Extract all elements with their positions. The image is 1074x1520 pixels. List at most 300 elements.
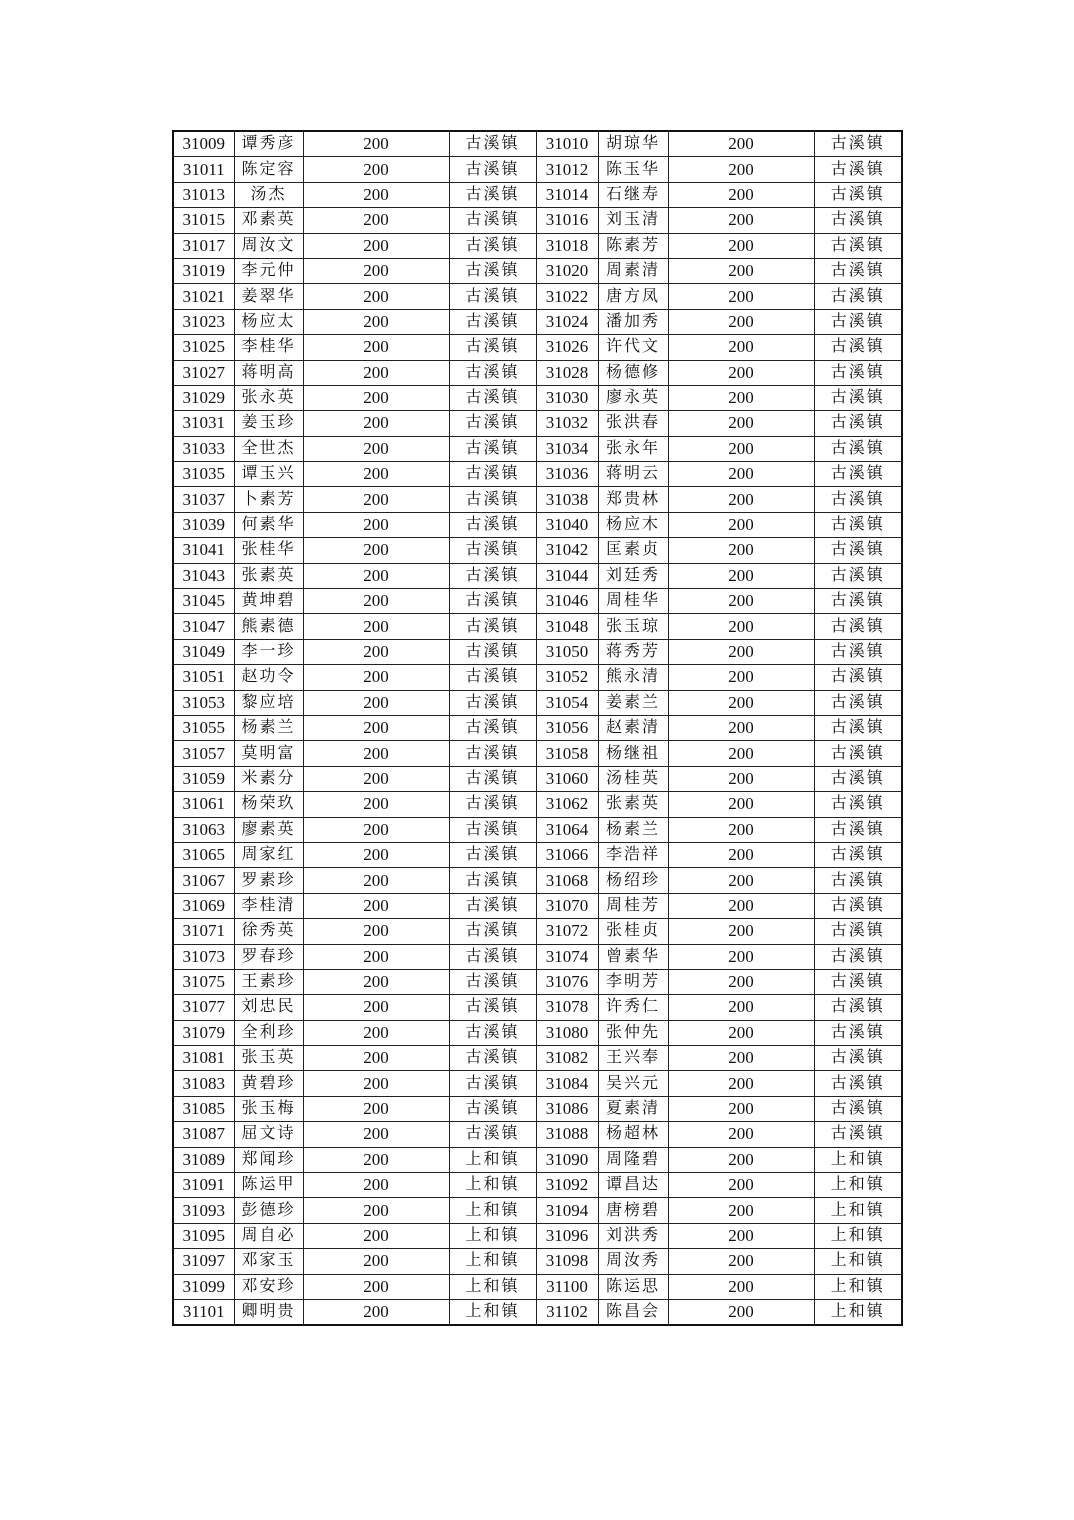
id-cell: 31026 <box>536 335 598 360</box>
name-cell: 杨荣玖 <box>234 792 303 817</box>
amount-cell: 200 <box>303 639 449 664</box>
name-cell: 张永英 <box>234 385 303 410</box>
table-row <box>173 563 902 588</box>
table-row <box>173 741 902 766</box>
town-cell: 古溪镇 <box>814 436 902 461</box>
amount-cell: 200 <box>303 1096 449 1121</box>
name-cell: 刘忠民 <box>234 995 303 1020</box>
id-cell: 31081 <box>173 1046 234 1071</box>
table-body <box>173 131 902 1325</box>
amount-cell: 200 <box>668 893 814 918</box>
town-cell: 古溪镇 <box>449 817 536 842</box>
town-cell: 古溪镇 <box>814 690 902 715</box>
town-cell: 古溪镇 <box>449 741 536 766</box>
name-cell: 李明芳 <box>598 969 668 994</box>
name-cell: 王兴奉 <box>598 1046 668 1071</box>
id-cell: 31048 <box>536 614 598 639</box>
id-cell: 31042 <box>536 538 598 563</box>
name-cell: 陈定容 <box>234 157 303 182</box>
name-cell: 邓家玉 <box>234 1249 303 1274</box>
name-cell: 张桂贞 <box>598 919 668 944</box>
town-cell: 古溪镇 <box>449 1096 536 1121</box>
id-cell: 31033 <box>173 436 234 461</box>
table-row <box>173 487 902 512</box>
town-cell: 古溪镇 <box>449 766 536 791</box>
amount-cell: 200 <box>303 944 449 969</box>
town-cell: 古溪镇 <box>814 512 902 537</box>
table-row <box>173 436 902 461</box>
town-cell: 上和镇 <box>449 1249 536 1274</box>
name-cell: 吴兴元 <box>598 1071 668 1096</box>
id-cell: 31082 <box>536 1046 598 1071</box>
amount-cell: 200 <box>303 665 449 690</box>
town-cell: 古溪镇 <box>449 131 536 157</box>
amount-cell: 200 <box>303 817 449 842</box>
name-cell: 黄碧珍 <box>234 1071 303 1096</box>
name-cell: 赵素清 <box>598 715 668 740</box>
name-cell: 黄坤碧 <box>234 589 303 614</box>
name-cell: 李浩祥 <box>598 842 668 867</box>
id-cell: 31092 <box>536 1173 598 1198</box>
table-row <box>173 817 902 842</box>
town-cell: 古溪镇 <box>449 639 536 664</box>
name-cell: 张玉英 <box>234 1046 303 1071</box>
id-cell: 31075 <box>173 969 234 994</box>
name-cell: 蒋明云 <box>598 462 668 487</box>
amount-cell: 200 <box>303 487 449 512</box>
id-cell: 31059 <box>173 766 234 791</box>
town-cell: 上和镇 <box>449 1223 536 1248</box>
amount-cell: 200 <box>668 969 814 994</box>
id-cell: 31034 <box>536 436 598 461</box>
town-cell: 古溪镇 <box>449 233 536 258</box>
town-cell: 古溪镇 <box>814 1122 902 1147</box>
name-cell: 谭昌达 <box>598 1173 668 1198</box>
amount-cell: 200 <box>668 614 814 639</box>
id-cell: 31068 <box>536 868 598 893</box>
id-cell: 31018 <box>536 233 598 258</box>
amount-cell: 200 <box>668 766 814 791</box>
amount-cell: 200 <box>668 360 814 385</box>
id-cell: 31097 <box>173 1249 234 1274</box>
amount-cell: 200 <box>303 1198 449 1223</box>
name-cell: 潘加秀 <box>598 309 668 334</box>
table-row <box>173 360 902 385</box>
amount-cell: 200 <box>668 589 814 614</box>
amount-cell: 200 <box>303 589 449 614</box>
id-cell: 31089 <box>173 1147 234 1172</box>
town-cell: 古溪镇 <box>449 436 536 461</box>
town-cell: 古溪镇 <box>814 538 902 563</box>
id-cell: 31022 <box>536 284 598 309</box>
town-cell: 古溪镇 <box>449 614 536 639</box>
town-cell: 古溪镇 <box>814 208 902 233</box>
id-cell: 31046 <box>536 589 598 614</box>
amount-cell: 200 <box>668 868 814 893</box>
town-cell: 古溪镇 <box>814 792 902 817</box>
name-cell: 廖素英 <box>234 817 303 842</box>
town-cell: 古溪镇 <box>449 512 536 537</box>
town-cell: 古溪镇 <box>814 411 902 436</box>
id-cell: 31084 <box>536 1071 598 1096</box>
town-cell: 古溪镇 <box>449 1071 536 1096</box>
id-cell: 31061 <box>173 792 234 817</box>
town-cell: 古溪镇 <box>814 817 902 842</box>
id-cell: 31032 <box>536 411 598 436</box>
id-cell: 31090 <box>536 1147 598 1172</box>
name-cell: 王素珍 <box>234 969 303 994</box>
table-row <box>173 665 902 690</box>
amount-cell: 200 <box>303 131 449 157</box>
amount-cell: 200 <box>668 665 814 690</box>
id-cell: 31031 <box>173 411 234 436</box>
table-row <box>173 1147 902 1172</box>
amount-cell: 200 <box>303 1223 449 1248</box>
amount-cell: 200 <box>303 360 449 385</box>
amount-cell: 200 <box>668 1223 814 1248</box>
town-cell: 古溪镇 <box>449 563 536 588</box>
id-cell: 31083 <box>173 1071 234 1096</box>
table-row <box>173 309 902 334</box>
amount-cell: 200 <box>668 1096 814 1121</box>
name-cell: 赵功令 <box>234 665 303 690</box>
id-cell: 31099 <box>173 1274 234 1299</box>
name-cell: 杨素兰 <box>234 715 303 740</box>
id-cell: 31080 <box>536 1020 598 1045</box>
amount-cell: 200 <box>303 1299 449 1325</box>
name-cell: 谭秀彦 <box>234 131 303 157</box>
amount-cell: 200 <box>668 741 814 766</box>
town-cell: 古溪镇 <box>814 487 902 512</box>
town-cell: 古溪镇 <box>449 258 536 283</box>
amount-cell: 200 <box>668 690 814 715</box>
amount-cell: 200 <box>303 893 449 918</box>
amount-cell: 200 <box>668 512 814 537</box>
amount-cell: 200 <box>303 182 449 207</box>
name-cell: 全利珍 <box>234 1020 303 1045</box>
id-cell: 31060 <box>536 766 598 791</box>
amount-cell: 200 <box>668 131 814 157</box>
name-cell: 许代文 <box>598 335 668 360</box>
name-cell: 刘洪秀 <box>598 1223 668 1248</box>
table-row <box>173 715 902 740</box>
town-cell: 古溪镇 <box>814 995 902 1020</box>
name-cell: 张素英 <box>234 563 303 588</box>
table-row <box>173 538 902 563</box>
amount-cell: 200 <box>668 817 814 842</box>
name-cell: 郑贵林 <box>598 487 668 512</box>
name-cell: 夏素清 <box>598 1096 668 1121</box>
town-cell: 古溪镇 <box>814 157 902 182</box>
id-cell: 31094 <box>536 1198 598 1223</box>
id-cell: 31039 <box>173 512 234 537</box>
amount-cell: 200 <box>668 157 814 182</box>
amount-cell: 200 <box>668 284 814 309</box>
id-cell: 31029 <box>173 385 234 410</box>
amount-cell: 200 <box>668 944 814 969</box>
amount-cell: 200 <box>303 284 449 309</box>
town-cell: 上和镇 <box>449 1198 536 1223</box>
name-cell: 罗春珍 <box>234 944 303 969</box>
town-cell: 古溪镇 <box>449 715 536 740</box>
town-cell: 上和镇 <box>449 1274 536 1299</box>
town-cell: 古溪镇 <box>449 182 536 207</box>
amount-cell: 200 <box>303 157 449 182</box>
name-cell: 莫明富 <box>234 741 303 766</box>
amount-cell: 200 <box>303 462 449 487</box>
id-cell: 31076 <box>536 969 598 994</box>
id-cell: 31055 <box>173 715 234 740</box>
town-cell: 古溪镇 <box>814 284 902 309</box>
name-cell: 周家红 <box>234 842 303 867</box>
name-cell: 石继寿 <box>598 182 668 207</box>
id-cell: 31017 <box>173 233 234 258</box>
town-cell: 古溪镇 <box>814 944 902 969</box>
id-cell: 31030 <box>536 385 598 410</box>
table-row <box>173 335 902 360</box>
name-cell: 陈运思 <box>598 1274 668 1299</box>
id-cell: 31065 <box>173 842 234 867</box>
town-cell: 古溪镇 <box>449 538 536 563</box>
town-cell: 上和镇 <box>814 1198 902 1223</box>
amount-cell: 200 <box>303 1173 449 1198</box>
amount-cell: 200 <box>303 766 449 791</box>
id-cell: 31087 <box>173 1122 234 1147</box>
table-row <box>173 284 902 309</box>
town-cell: 古溪镇 <box>814 1096 902 1121</box>
amount-cell: 200 <box>303 208 449 233</box>
id-cell: 31040 <box>536 512 598 537</box>
name-cell: 徐秀英 <box>234 919 303 944</box>
table-row <box>173 1299 902 1325</box>
table-row <box>173 462 902 487</box>
name-cell: 黎应培 <box>234 690 303 715</box>
name-cell: 杨绍珍 <box>598 868 668 893</box>
table-row <box>173 1274 902 1299</box>
id-cell: 31038 <box>536 487 598 512</box>
id-cell: 31078 <box>536 995 598 1020</box>
town-cell: 古溪镇 <box>449 868 536 893</box>
table-row <box>173 919 902 944</box>
name-cell: 汤桂英 <box>598 766 668 791</box>
town-cell: 古溪镇 <box>449 1122 536 1147</box>
amount-cell: 200 <box>303 411 449 436</box>
name-cell: 张玉梅 <box>234 1096 303 1121</box>
town-cell: 古溪镇 <box>449 157 536 182</box>
name-cell: 周汝秀 <box>598 1249 668 1274</box>
amount-cell: 200 <box>303 919 449 944</box>
id-cell: 31077 <box>173 995 234 1020</box>
town-cell: 古溪镇 <box>449 309 536 334</box>
town-cell: 上和镇 <box>449 1299 536 1325</box>
id-cell: 31074 <box>536 944 598 969</box>
amount-cell: 200 <box>668 715 814 740</box>
amount-cell: 200 <box>668 309 814 334</box>
id-cell: 31093 <box>173 1198 234 1223</box>
town-cell: 古溪镇 <box>814 842 902 867</box>
amount-cell: 200 <box>668 411 814 436</box>
name-cell: 唐榜碧 <box>598 1198 668 1223</box>
id-cell: 31015 <box>173 208 234 233</box>
town-cell: 古溪镇 <box>814 233 902 258</box>
amount-cell: 200 <box>668 538 814 563</box>
id-cell: 31086 <box>536 1096 598 1121</box>
name-cell: 罗素珍 <box>234 868 303 893</box>
name-cell: 杨德修 <box>598 360 668 385</box>
name-cell: 卜素芳 <box>234 487 303 512</box>
table-row <box>173 512 902 537</box>
id-cell: 31100 <box>536 1274 598 1299</box>
amount-cell: 200 <box>303 309 449 334</box>
table-row <box>173 1249 902 1274</box>
name-cell: 张桂华 <box>234 538 303 563</box>
id-cell: 31020 <box>536 258 598 283</box>
amount-cell: 200 <box>303 715 449 740</box>
name-cell: 汤杰 <box>234 182 303 207</box>
amount-cell: 200 <box>668 436 814 461</box>
id-cell: 31053 <box>173 690 234 715</box>
amount-cell: 200 <box>303 690 449 715</box>
amount-cell: 200 <box>668 1071 814 1096</box>
name-cell: 周隆碧 <box>598 1147 668 1172</box>
town-cell: 古溪镇 <box>449 462 536 487</box>
name-cell: 卿明贵 <box>234 1299 303 1325</box>
id-cell: 31014 <box>536 182 598 207</box>
name-cell: 陈素芳 <box>598 233 668 258</box>
id-cell: 31056 <box>536 715 598 740</box>
id-cell: 31066 <box>536 842 598 867</box>
table-row <box>173 258 902 283</box>
name-cell: 曾素华 <box>598 944 668 969</box>
town-cell: 古溪镇 <box>814 360 902 385</box>
id-cell: 31062 <box>536 792 598 817</box>
amount-cell: 200 <box>668 462 814 487</box>
id-cell: 31072 <box>536 919 598 944</box>
id-cell: 31051 <box>173 665 234 690</box>
town-cell: 古溪镇 <box>814 385 902 410</box>
id-cell: 31049 <box>173 639 234 664</box>
table-row <box>173 1223 902 1248</box>
amount-cell: 200 <box>303 1122 449 1147</box>
name-cell: 熊素德 <box>234 614 303 639</box>
table-row <box>173 1096 902 1121</box>
name-cell: 周汝文 <box>234 233 303 258</box>
town-cell: 古溪镇 <box>814 639 902 664</box>
amount-cell: 200 <box>303 614 449 639</box>
town-cell: 古溪镇 <box>814 766 902 791</box>
id-cell: 31102 <box>536 1299 598 1325</box>
amount-cell: 200 <box>303 1020 449 1045</box>
amount-cell: 200 <box>303 1249 449 1274</box>
table-row <box>173 969 902 994</box>
id-cell: 31073 <box>173 944 234 969</box>
town-cell: 上和镇 <box>814 1147 902 1172</box>
id-cell: 31028 <box>536 360 598 385</box>
town-cell: 上和镇 <box>449 1173 536 1198</box>
name-cell: 周桂芳 <box>598 893 668 918</box>
town-cell: 古溪镇 <box>814 589 902 614</box>
name-cell: 陈玉华 <box>598 157 668 182</box>
town-cell: 古溪镇 <box>814 868 902 893</box>
amount-cell: 200 <box>668 792 814 817</box>
town-cell: 古溪镇 <box>449 944 536 969</box>
amount-cell: 200 <box>668 182 814 207</box>
amount-cell: 200 <box>303 1147 449 1172</box>
town-cell: 古溪镇 <box>814 893 902 918</box>
amount-cell: 200 <box>303 335 449 360</box>
id-cell: 31071 <box>173 919 234 944</box>
town-cell: 古溪镇 <box>814 309 902 334</box>
name-cell: 杨应太 <box>234 309 303 334</box>
name-cell: 熊永清 <box>598 665 668 690</box>
amount-cell: 200 <box>303 233 449 258</box>
id-cell: 31096 <box>536 1223 598 1248</box>
name-cell: 张洪春 <box>598 411 668 436</box>
name-cell: 胡琼华 <box>598 131 668 157</box>
town-cell: 古溪镇 <box>814 462 902 487</box>
amount-cell: 200 <box>303 385 449 410</box>
amount-cell: 200 <box>303 995 449 1020</box>
id-cell: 31035 <box>173 462 234 487</box>
amount-cell: 200 <box>668 639 814 664</box>
name-cell: 杨继祖 <box>598 741 668 766</box>
town-cell: 古溪镇 <box>814 969 902 994</box>
id-cell: 31027 <box>173 360 234 385</box>
town-cell: 古溪镇 <box>449 995 536 1020</box>
town-cell: 古溪镇 <box>449 893 536 918</box>
table-row <box>173 995 902 1020</box>
town-cell: 上和镇 <box>814 1299 902 1325</box>
table-row <box>173 1198 902 1223</box>
id-cell: 31063 <box>173 817 234 842</box>
table-row <box>173 1046 902 1071</box>
town-cell: 上和镇 <box>814 1249 902 1274</box>
town-cell: 古溪镇 <box>449 208 536 233</box>
table-row <box>173 868 902 893</box>
town-cell: 古溪镇 <box>814 1046 902 1071</box>
id-cell: 31036 <box>536 462 598 487</box>
amount-cell: 200 <box>668 563 814 588</box>
table-row <box>173 233 902 258</box>
town-cell: 古溪镇 <box>814 258 902 283</box>
town-cell: 古溪镇 <box>814 919 902 944</box>
amount-cell: 200 <box>303 563 449 588</box>
name-cell: 张素英 <box>598 792 668 817</box>
town-cell: 上和镇 <box>814 1223 902 1248</box>
name-cell: 姜玉珍 <box>234 411 303 436</box>
name-cell: 郑闻珍 <box>234 1147 303 1172</box>
amount-cell: 200 <box>303 1274 449 1299</box>
town-cell: 古溪镇 <box>449 487 536 512</box>
amount-cell: 200 <box>668 1274 814 1299</box>
id-cell: 31011 <box>173 157 234 182</box>
name-cell: 何素华 <box>234 512 303 537</box>
amount-cell: 200 <box>668 335 814 360</box>
town-cell: 古溪镇 <box>449 360 536 385</box>
town-cell: 古溪镇 <box>449 919 536 944</box>
id-cell: 31079 <box>173 1020 234 1045</box>
name-cell: 陈运甲 <box>234 1173 303 1198</box>
town-cell: 古溪镇 <box>449 1020 536 1045</box>
amount-cell: 200 <box>303 538 449 563</box>
amount-cell: 200 <box>303 512 449 537</box>
name-cell: 李一珍 <box>234 639 303 664</box>
table-row <box>173 589 902 614</box>
name-cell: 周素清 <box>598 258 668 283</box>
amount-cell: 200 <box>303 258 449 283</box>
town-cell: 古溪镇 <box>814 715 902 740</box>
table-row <box>173 157 902 182</box>
